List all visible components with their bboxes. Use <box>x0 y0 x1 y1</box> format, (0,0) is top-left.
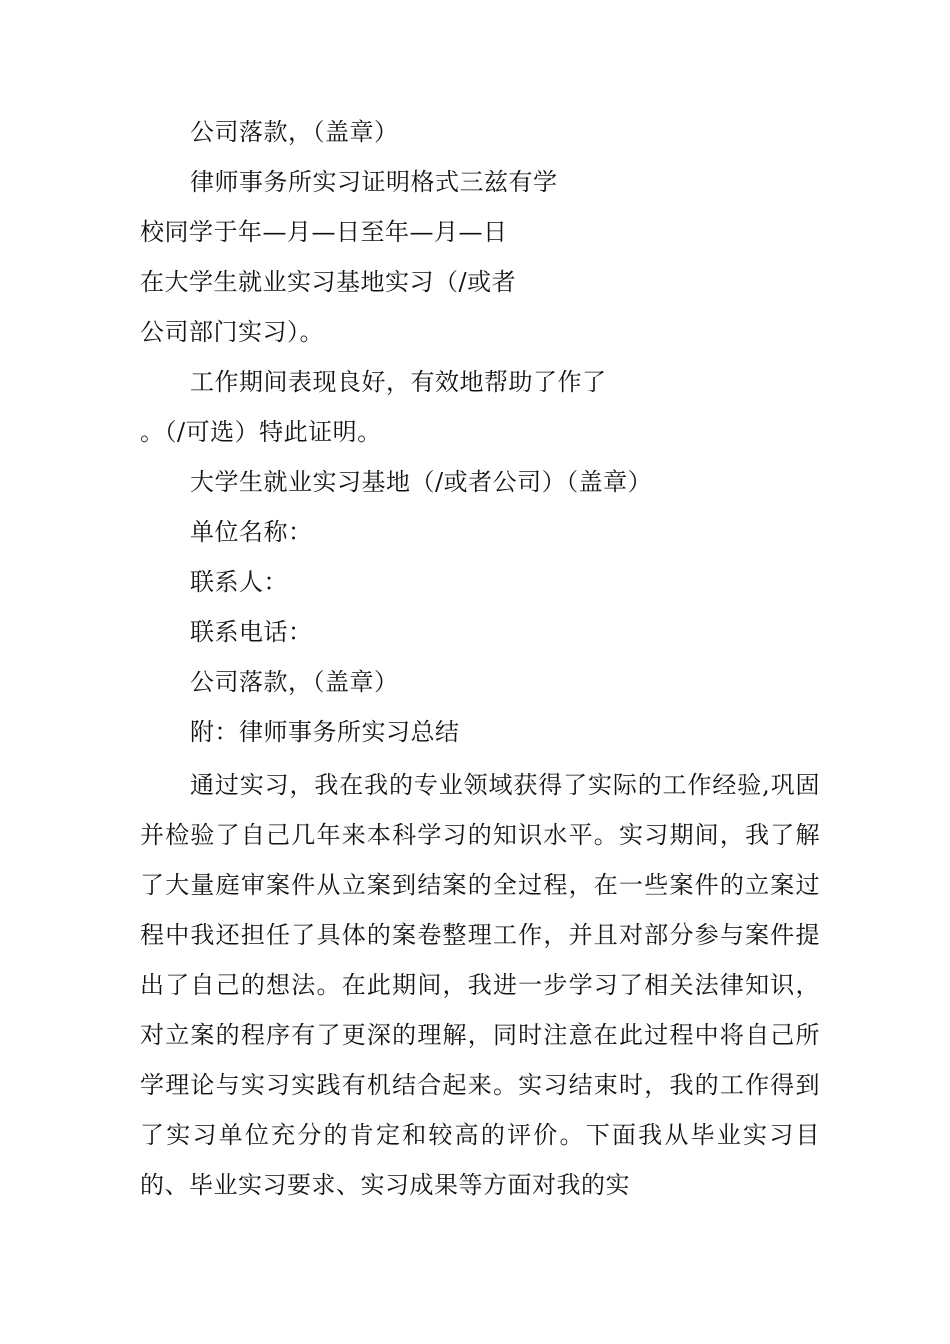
certificate-base-line: 在大学生就业实习基地实习（/或者 <box>140 268 517 296</box>
internship-summary-paragraph: 通过实习，我在我的专业领域获得了实际的工作经验,巩固并检验了自己几年来本科学习的知识水平。实习期间，我了解了大量庭审案件从立案到结案的全过程，在一些案件的立案过程中我还担任了具体的案卷整理工作，并且对部分参与案件提出了自己的想法。在此期间，我进一步学习了相关法律知识，对立案的程序有了更深的理解，同时注意在此过程中将自己所学理论与实习实践有机结合起来。实习结束时，我的工作得到了实习单位充分的肯定和较高的评价。下面我从毕业实习目的、毕业实习要求、实习成果等方面对我的实 <box>140 771 820 1199</box>
appendix-heading: 附：律师事务所实习总结 <box>190 718 460 746</box>
company-signature-line-2: 公司落款，（盖章） <box>190 668 399 696</box>
company-signature-line-1: 公司落款，（盖章） <box>190 118 399 146</box>
certificate-closing-line: 。（/可选）特此证明。 <box>140 418 382 446</box>
certificate-performance-line: 工作期间表现良好，有效地帮助了作了 <box>190 368 607 396</box>
certificate-title-line: 律师事务所实习证明格式三兹有学 <box>190 168 558 196</box>
unit-name-field: 单位名称： <box>190 518 313 546</box>
contact-person-field: 联系人： <box>190 568 288 596</box>
certificate-department-line: 公司部门实习）。 <box>140 318 324 346</box>
issuer-seal-line: 大学生就业实习基地（/或者公司）（盖章） <box>190 468 653 496</box>
certificate-date-line: 校同学于年—月—日至年—月—日 <box>140 218 508 246</box>
contact-phone-field: 联系电话： <box>190 618 313 646</box>
